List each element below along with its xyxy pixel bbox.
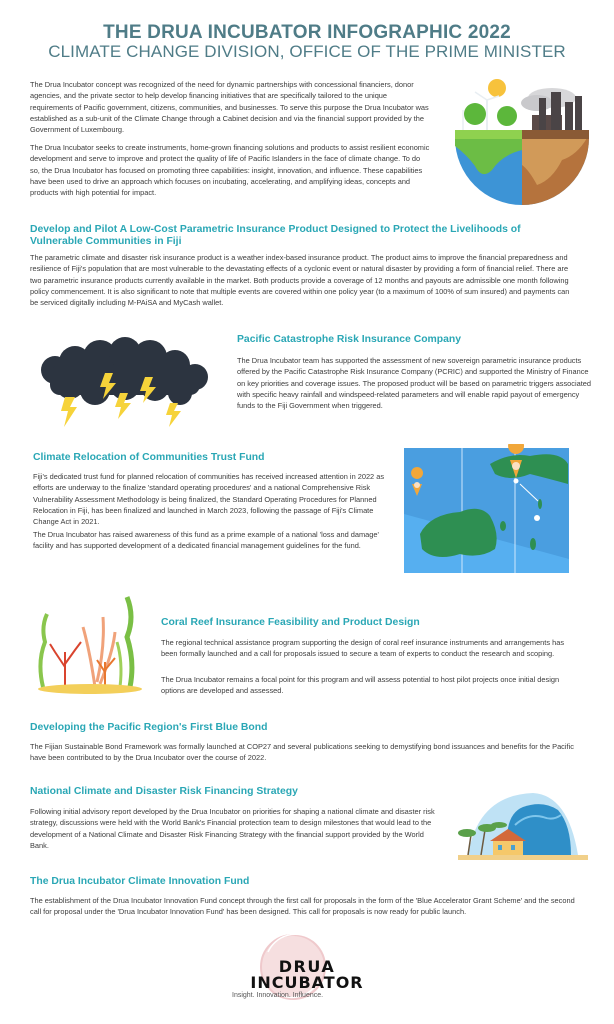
- section-heading-coral-reef: Coral Reef Insurance Feasibility and Product Design: [161, 617, 420, 628]
- logo-tagline: Insight. Innovation. Influence.: [232, 992, 324, 999]
- logo-line-2: INCUBATOR: [250, 973, 364, 992]
- section-paragraph-coral-reef-2: The Drua Incubator remains a focal point for this program and will assess potential to host pilot projects once initial design options are developed and assessed.: [161, 675, 560, 696]
- section-heading-relocation-fund: Climate Relocation of Communities Trust Fund: [33, 452, 265, 463]
- section-heading-innovation-fund: The Drua Incubator Climate Innovation Fund: [30, 876, 250, 887]
- section-paragraph-blue-bond: The Fijian Sustainable Bond Framework was formally launched at COP27 and several publications seeking to demystifying bond issuances and benefits for the Pacific have been contributed to by the Drua Incubator over the course of 2022.: [30, 742, 574, 763]
- section-heading-national-strategy: National Climate and Disaster Risk Financing Strategy: [30, 786, 298, 797]
- coral-reef-illustration-icon: [35, 592, 150, 697]
- section-paragraph-relocation-fund-2: The Drua Incubator has raised awareness of this fund as a prime example of a national 'loss and damage' facility and has supported development of a dedicated financial management guidelines for the fund.: [33, 530, 379, 551]
- intro-paragraph-2: The Drua Incubator seeks to create instruments, home-grown financing solutions and products to assist resilient economic development and serve to improve and protect the quality of life of Pacific Islanders in the face of climate change. To do so, the Drua Incubator has focused on promoting three capabilities: insight, innovation, and influence. These capabilities have been used to drive an approach which focuses on incubating, accelerating, and amplifying ideas, concepts and products with high potential for impact.: [30, 143, 430, 198]
- drua-incubator-logo: [0, 930, 614, 1020]
- globe-illustration-icon: [447, 70, 597, 210]
- section-paragraph-national-strategy: Following initial advisory report developed by the Drua Incubator on priorities for shaping a national climate and disaster risk strategy, discussions were held with the World Bank's Financial protection team to design milestones that would lead to the development of a National Climate and Disaster Risk Financing Strategy with the financial support provided by the World Bank.: [30, 807, 435, 850]
- section-heading-parametric-insurance: Develop and Pilot A Low-Cost Parametric Insurance Product Designed to Protect the Livelihoods of Vulnerable Communities in Fiji: [30, 224, 521, 247]
- section-heading-pcric: Pacific Catastrophe Risk Insurance Company: [237, 334, 462, 345]
- intro-paragraph-1: The Drua Incubator concept was recognized of the need for dynamic partnerships with concessional financiers, donor agencies, and the private sector to help develop financing initiatives that are specifically tailored to the unique requirements of Pacific government, citizens, communities, and businesses. To serve this purpose the Drua Incubator was established as a sub-unit of the Climate Change through a Cabinet decision and via the financial support provided by the Government of Luxembourg.: [30, 80, 429, 135]
- section-heading-blue-bond: Developing the Pacific Region's First Blue Bond: [30, 722, 268, 733]
- section-paragraph-parametric-insurance: The parametric climate and disaster risk insurance product is a weather index-based insurance product. The product aims to improve the financial preparedness and resilience of Fiji's population that are most vulnerable to the devastating effects of a cyclonic event or natural disaster by providing a form of financial relief. There are two parametric insurance products currently available in the market. Both products provide a coverage of 12 months and payouts are admissible one month following policy commencement. It is also significant to note that multiple events are covered within one policy year (to a maximum of 100% of sum insured) and payments can be serviced digitally including M-PAiSA and MyCash wallet.: [30, 253, 570, 308]
- logo-line-1: DRUA: [278, 957, 336, 976]
- tsunami-house-illustration-icon: [453, 785, 598, 865]
- fiji-map-illustration-icon: [400, 444, 575, 579]
- storm-clouds-illustration-icon: [30, 335, 220, 430]
- section-paragraph-coral-reef-1: The regional technical assistance program supporting the design of coral reef insurance instruments and arrangements has been formally launched and a call for proposals issued to secure a team of experts to conduct the research and scoping.: [161, 638, 565, 659]
- section-paragraph-relocation-fund-1: Fiji's dedicated trust fund for planned relocation of communities has received increased attention in 2022 as efforts are underway to the finalize 'standard operating procedures' and a national Comprehensive Risk Vulnerability Assessment Methodology is being finalized, the Standard Operating Procedures for Planned Relocation in Fiji, has been finalized and launched in March 2023, following the passage of Fiji's Climate Change Act in 2021.: [33, 472, 385, 527]
- section-paragraph-pcric: The Drua Incubator team has supported the assessment of new sovereign parametric insurance products offered by the Pacific Catastrophe Risk Insurance Company (PCRIC) and supported the Ministry of Finance on key priorities and coverage issues. The proposed product will be based on parametric triggers associated with specific heavy rainfall and windspeed-related parameters and will enable rapid payout of emergency funds to the Fiji Government when triggered.: [237, 356, 591, 411]
- section-paragraph-innovation-fund: The establishment of the Drua Incubator Innovation Fund concept through the first call for proposals in the form of the 'Blue Accelerator Grant Scheme' and the second call for proposal under the 'Drua Incubator Innovation Fund' has been designed. This call for proposals is now ready for public launch.: [30, 896, 575, 917]
- page-title: THE DRUA INCUBATOR INFOGRAPHIC 2022: [103, 22, 511, 43]
- page-subtitle: CLIMATE CHANGE DIVISION, OFFICE OF THE PRIME MINISTER: [48, 42, 566, 61]
